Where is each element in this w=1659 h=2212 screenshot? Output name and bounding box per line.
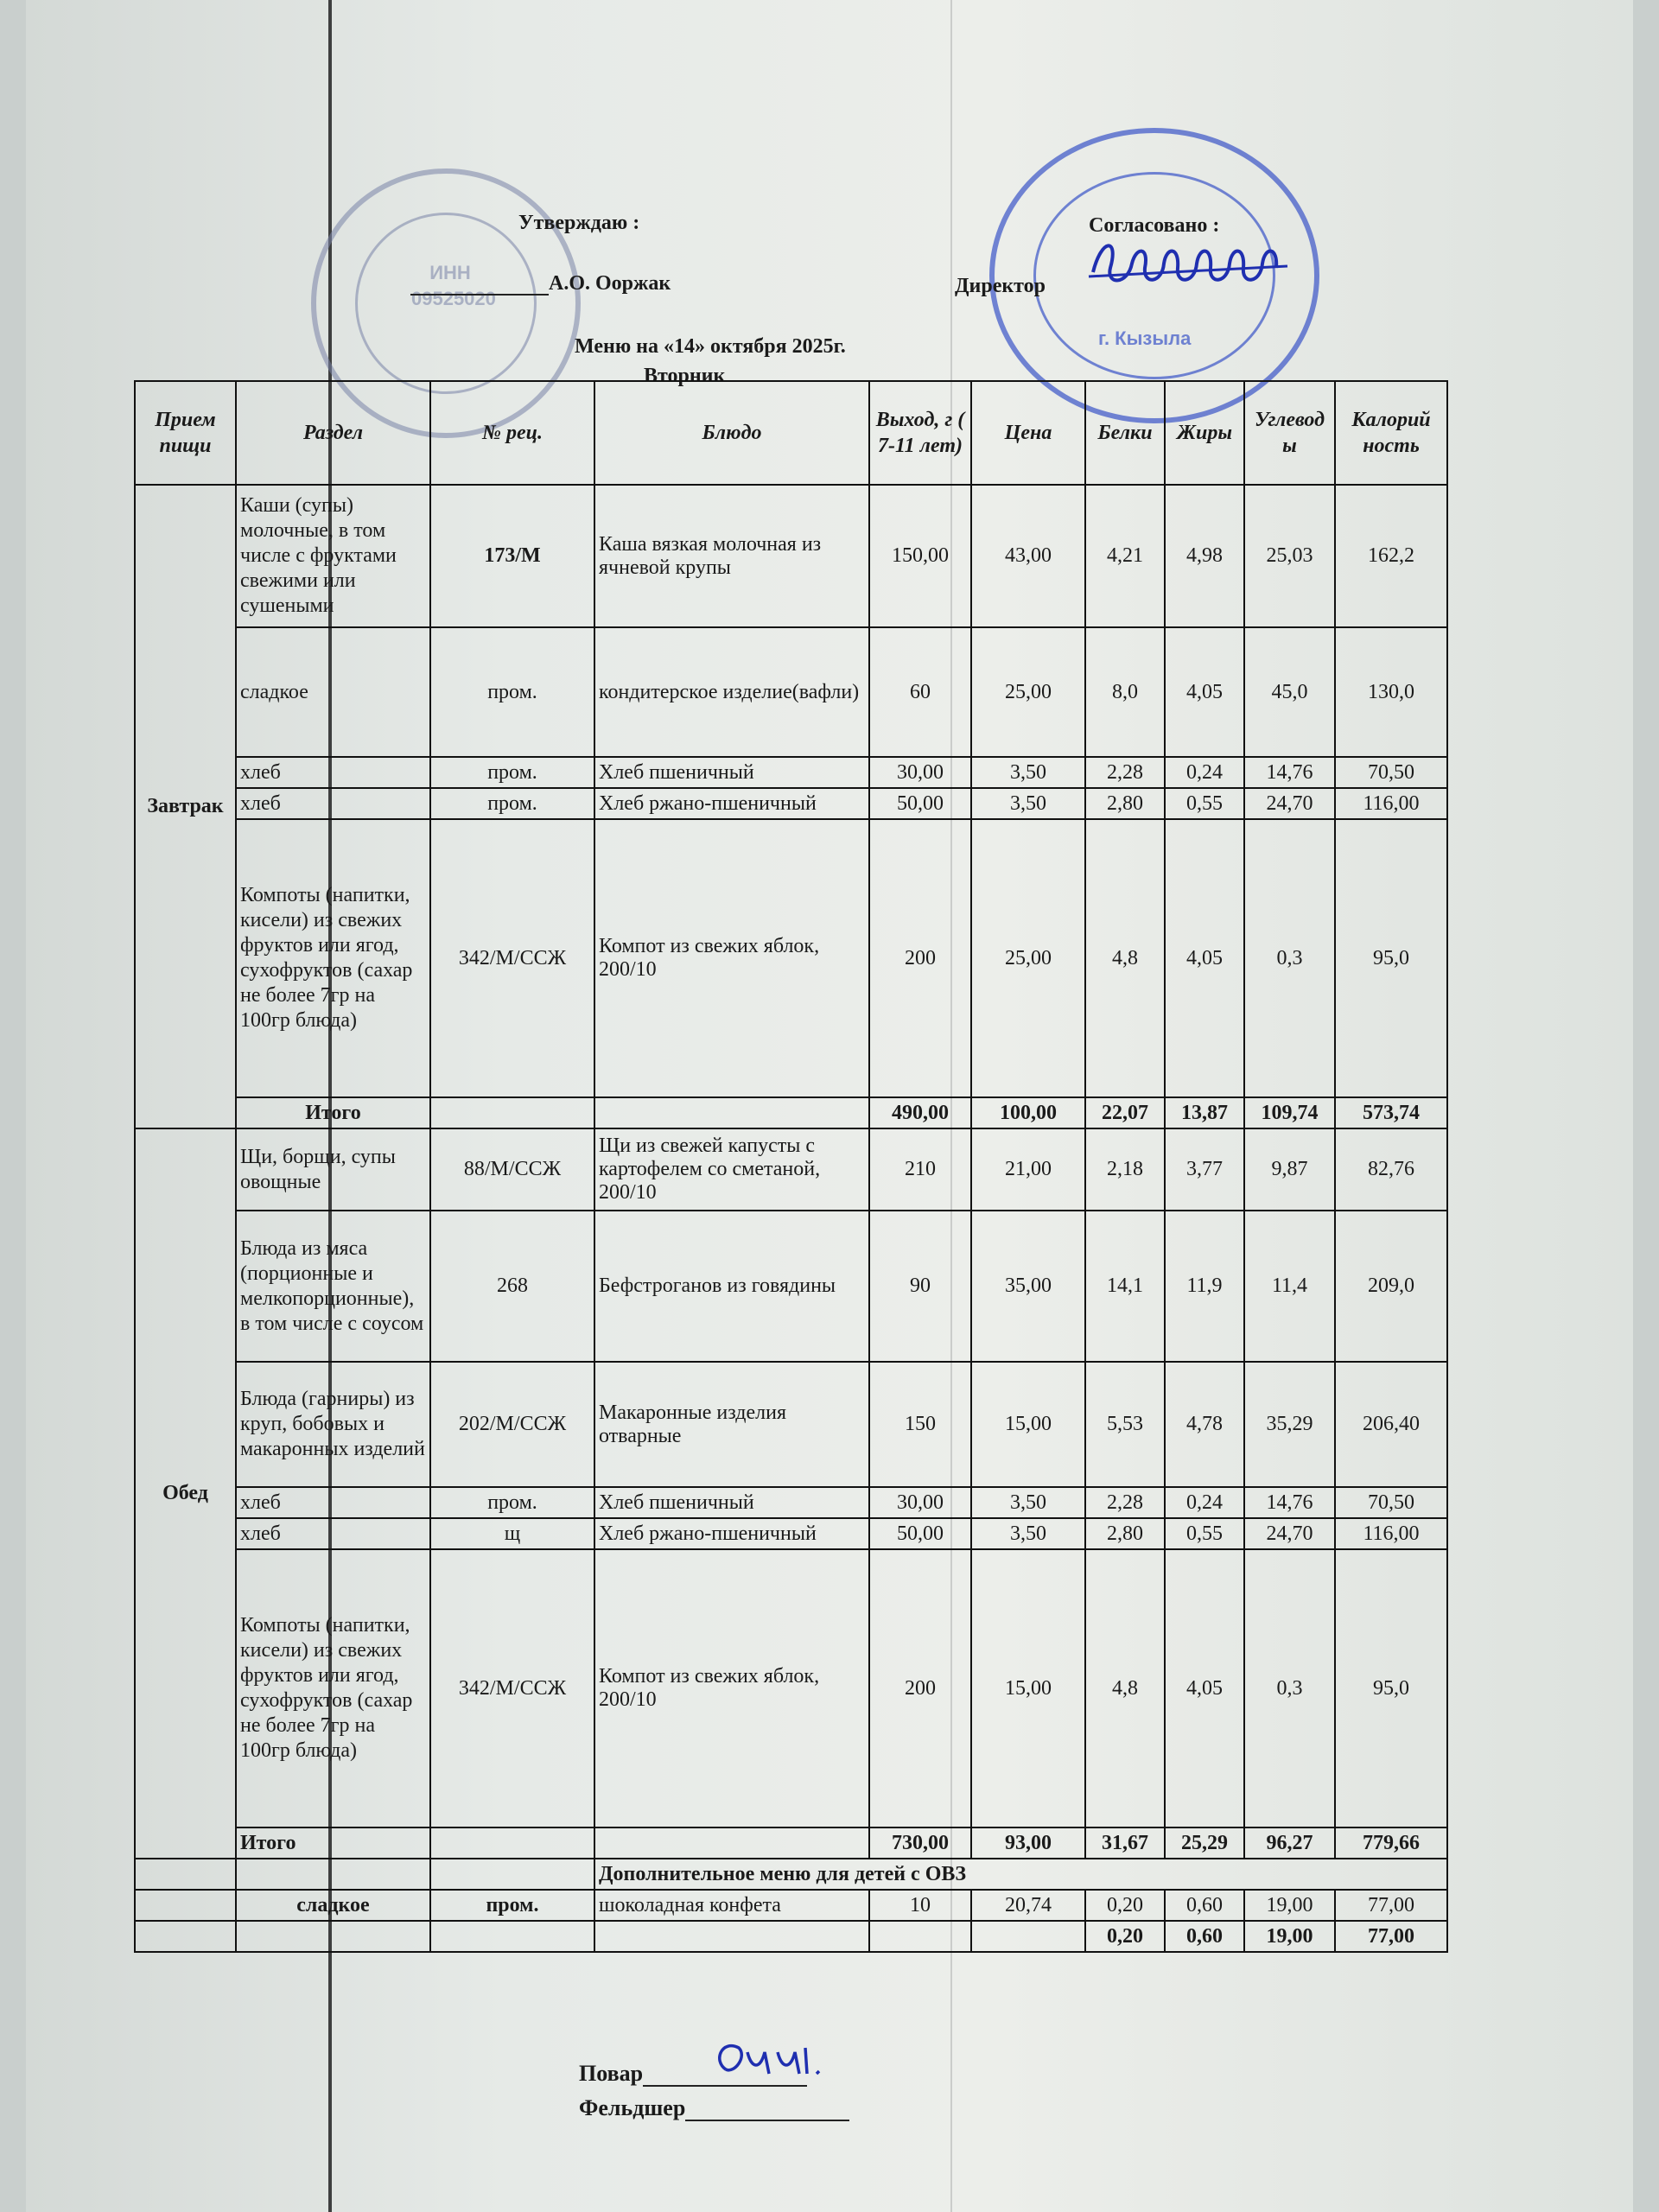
price-cell: 21,00	[971, 1128, 1085, 1211]
price-cell: 25,00	[971, 627, 1085, 757]
protein-cell: 2,80	[1085, 788, 1165, 819]
price-cell: 3,50	[971, 1487, 1085, 1518]
dish-cell: Хлеб пшеничный	[594, 1487, 869, 1518]
header-carbs: Углевод ы	[1244, 381, 1335, 485]
total-fat: 25,29	[1165, 1827, 1244, 1859]
section-cell: хлеб	[236, 788, 430, 819]
section-cell: Блюда из мяса (порционные и мелкопорционные), в том числе с соусом	[236, 1211, 430, 1362]
total-label: Итого	[236, 1097, 430, 1128]
table-header-row	[135, 381, 1447, 485]
total-carbs: 109,74	[1244, 1097, 1335, 1128]
carbs-cell: 24,70	[1244, 788, 1335, 819]
total-price: 100,00	[971, 1097, 1085, 1128]
recipe-cell: 173/М	[430, 485, 594, 627]
medic-signature-line	[579, 2095, 849, 2121]
header-price: Цена	[971, 381, 1085, 485]
carbs-cell: 14,76	[1244, 1487, 1335, 1518]
protein-cell: 4,8	[1085, 819, 1165, 1097]
yield-cell: 90	[869, 1211, 971, 1362]
total-fat: 0,60	[1165, 1921, 1244, 1952]
left-stamp-text: ИНН 09525020	[411, 262, 496, 309]
dish-cell: шоколадная конфета	[594, 1890, 869, 1921]
carbs-cell: 35,29	[1244, 1362, 1335, 1487]
fat-cell: 4,98	[1165, 485, 1244, 627]
total-protein: 0,20	[1085, 1921, 1165, 1952]
total-row	[135, 1827, 1447, 1859]
table-row	[135, 757, 1447, 788]
protein-cell: 14,1	[1085, 1211, 1165, 1362]
protein-cell: 4,21	[1085, 485, 1165, 627]
protein-cell: 8,0	[1085, 627, 1165, 757]
protein-cell: 2,28	[1085, 757, 1165, 788]
yield-cell: 210	[869, 1128, 971, 1211]
header-dish: Блюдо	[594, 381, 869, 485]
price-cell: 3,50	[971, 757, 1085, 788]
recipe-cell: щ	[430, 1518, 594, 1549]
total-protein: 31,67	[1085, 1827, 1165, 1859]
section-cell: Компоты (напитки, кисели) из свежих фруктов или ягод, сухофруктов (сахар не более 7гр на 100гр блюда)	[236, 1549, 430, 1827]
recipe-cell: пром.	[430, 627, 594, 757]
director-label: Директор	[955, 275, 1046, 297]
calories-cell: 70,50	[1335, 757, 1447, 788]
total-yield: 490,00	[869, 1097, 971, 1128]
dish-cell: кондитерское изделие(вафли)	[594, 627, 869, 757]
meal-breakfast: Завтрак	[135, 485, 236, 1128]
protein-cell: 2,28	[1085, 1487, 1165, 1518]
yield-cell: 50,00	[869, 1518, 971, 1549]
yield-cell: 30,00	[869, 757, 971, 788]
protein-cell: 5,53	[1085, 1362, 1165, 1487]
recipe-cell: 88/М/ССЖ	[430, 1128, 594, 1211]
yield-cell: 30,00	[869, 1487, 971, 1518]
agreed-label: Согласовано :	[1089, 214, 1220, 237]
fat-cell: 4,05	[1165, 627, 1244, 757]
yield-cell: 150	[869, 1362, 971, 1487]
document-page	[26, 0, 1633, 2212]
total-carbs: 96,27	[1244, 1827, 1335, 1859]
recipe-cell: 342/М/ССЖ	[430, 819, 594, 1097]
cook-label: Повар	[579, 2061, 644, 2086]
director-signature	[1084, 233, 1292, 302]
dish-cell: Компот из свежих яблок, 200/10	[594, 1549, 869, 1827]
table-row	[135, 1518, 1447, 1549]
section-cell: сладкое	[236, 1890, 430, 1921]
table-row	[135, 1362, 1447, 1487]
protein-cell: 2,80	[1085, 1518, 1165, 1549]
header-calories: Калорий ность	[1335, 381, 1447, 485]
fat-cell: 0,24	[1165, 757, 1244, 788]
price-cell: 15,00	[971, 1549, 1085, 1827]
section-cell: хлеб	[236, 757, 430, 788]
carbs-cell: 45,0	[1244, 627, 1335, 757]
fat-cell: 4,78	[1165, 1362, 1244, 1487]
section-cell: Блюда (гарниры) из круп, бобовых и макаронных изделий	[236, 1362, 430, 1487]
carbs-cell: 19,00	[1244, 1890, 1335, 1921]
menu-title: Меню на «14» октября 2025г.	[575, 335, 846, 358]
section-cell: сладкое	[236, 627, 430, 757]
total-label: Итого	[236, 1827, 430, 1859]
recipe-cell: пром.	[430, 757, 594, 788]
section-cell: Каши (супы) молочные, в том числе с фруктами свежими или сушеными	[236, 485, 430, 627]
dish-cell: Бефстроганов из говядины	[594, 1211, 869, 1362]
fat-cell: 4,05	[1165, 819, 1244, 1097]
price-cell: 35,00	[971, 1211, 1085, 1362]
recipe-cell: 342/М/ССЖ	[430, 1549, 594, 1827]
approve-signature-line	[410, 272, 671, 296]
total-protein: 22,07	[1085, 1097, 1165, 1128]
fat-cell: 0,55	[1165, 1518, 1244, 1549]
protein-cell: 2,18	[1085, 1128, 1165, 1211]
carbs-cell: 0,3	[1244, 819, 1335, 1097]
price-cell: 15,00	[971, 1362, 1085, 1487]
section-cell: Компоты (напитки, кисели) из свежих фруктов или ягод, сухофруктов (сахар не более 7гр на 100гр блюда)	[236, 819, 430, 1097]
calories-cell: 130,0	[1335, 627, 1447, 757]
table-row	[135, 788, 1447, 819]
yield-cell: 200	[869, 1549, 971, 1827]
medic-label: Фельдшер	[579, 2095, 686, 2120]
carbs-cell: 9,87	[1244, 1128, 1335, 1211]
meal-lunch: Обед	[135, 1128, 236, 1859]
carbs-cell: 11,4	[1244, 1211, 1335, 1362]
table-row	[135, 1128, 1447, 1211]
extra-menu-title-row	[135, 1859, 1447, 1890]
recipe-cell: 268	[430, 1211, 594, 1362]
fat-cell: 0,60	[1165, 1890, 1244, 1921]
header-recipe: № рец.	[430, 381, 594, 485]
total-row	[135, 1921, 1447, 1952]
total-calories: 573,74	[1335, 1097, 1447, 1128]
dish-cell: Хлеб ржано-пшеничный	[594, 1518, 869, 1549]
carbs-cell: 25,03	[1244, 485, 1335, 627]
total-row	[135, 1097, 1447, 1128]
calories-cell: 116,00	[1335, 788, 1447, 819]
approve-label: Утверждаю :	[518, 212, 640, 234]
recipe-cell: 202/М/ССЖ	[430, 1362, 594, 1487]
table-row	[135, 1211, 1447, 1362]
carbs-cell: 0,3	[1244, 1549, 1335, 1827]
carbs-cell: 14,76	[1244, 757, 1335, 788]
yield-cell: 50,00	[869, 788, 971, 819]
price-cell: 43,00	[971, 485, 1085, 627]
section-cell: хлеб	[236, 1518, 430, 1549]
price-cell: 25,00	[971, 819, 1085, 1097]
dish-cell: Макаронные изделия отварные	[594, 1362, 869, 1487]
dish-cell: Щи из свежей капусты с картофелем со сметаной, 200/10	[594, 1128, 869, 1211]
calories-cell: 82,76	[1335, 1128, 1447, 1211]
calories-cell: 116,00	[1335, 1518, 1447, 1549]
cook-signature	[709, 2035, 838, 2087]
dish-cell: Каша вязкая молочная из ячневой крупы	[594, 485, 869, 627]
table-row	[135, 1549, 1447, 1827]
fat-cell: 0,24	[1165, 1487, 1244, 1518]
total-fat: 13,87	[1165, 1097, 1244, 1128]
total-calories: 77,00	[1335, 1921, 1447, 1952]
table-row	[135, 627, 1447, 757]
recipe-cell: пром.	[430, 788, 594, 819]
header-fat: Жиры	[1165, 381, 1244, 485]
calories-cell: 206,40	[1335, 1362, 1447, 1487]
recipe-cell: пром.	[430, 1487, 594, 1518]
header-protein: Белки	[1085, 381, 1165, 485]
yield-cell: 200	[869, 819, 971, 1097]
calories-cell: 209,0	[1335, 1211, 1447, 1362]
yield-cell: 150,00	[869, 485, 971, 627]
fat-cell: 11,9	[1165, 1211, 1244, 1362]
header-yield: Выход, г ( 7-11 лет)	[869, 381, 971, 485]
dish-cell: Хлеб пшеничный	[594, 757, 869, 788]
calories-cell: 95,0	[1335, 819, 1447, 1097]
fat-cell: 0,55	[1165, 788, 1244, 819]
dish-cell: Хлеб ржано-пшеничный	[594, 788, 869, 819]
recipe-cell: пром.	[430, 1890, 594, 1921]
total-price: 93,00	[971, 1827, 1085, 1859]
total-calories: 779,66	[1335, 1827, 1447, 1859]
extra-menu-title: Дополнительное меню для детей с ОВЗ	[594, 1859, 1447, 1890]
fat-cell: 4,05	[1165, 1549, 1244, 1827]
fat-cell: 3,77	[1165, 1128, 1244, 1211]
yield-cell: 60	[869, 627, 971, 757]
yield-cell: 10	[869, 1890, 971, 1921]
calories-cell: 70,50	[1335, 1487, 1447, 1518]
section-cell: хлеб	[236, 1487, 430, 1518]
menu-table	[134, 380, 1448, 1953]
table-row	[135, 1487, 1447, 1518]
price-cell: 3,50	[971, 1518, 1085, 1549]
price-cell: 3,50	[971, 788, 1085, 819]
carbs-cell: 24,70	[1244, 1518, 1335, 1549]
calories-cell: 162,2	[1335, 485, 1447, 627]
total-carbs: 19,00	[1244, 1921, 1335, 1952]
protein-cell: 0,20	[1085, 1890, 1165, 1921]
table-row	[135, 485, 1447, 627]
section-cell: Щи, борщи, супы овощные	[236, 1128, 430, 1211]
right-stamp-text: г. Кызыла	[1098, 327, 1192, 349]
header-section: Раздел	[236, 381, 430, 485]
calories-cell: 95,0	[1335, 1549, 1447, 1827]
header-meal: Прием пищи	[135, 381, 236, 485]
weekday: Вторник	[644, 365, 726, 387]
table-row	[135, 1890, 1447, 1921]
total-yield: 730,00	[869, 1827, 971, 1859]
protein-cell: 4,8	[1085, 1549, 1165, 1827]
calories-cell: 77,00	[1335, 1890, 1447, 1921]
table-row	[135, 819, 1447, 1097]
approve-name: А.О. Ооржак	[549, 272, 671, 295]
price-cell: 20,74	[971, 1890, 1085, 1921]
dish-cell: Компот из свежих яблок, 200/10	[594, 819, 869, 1097]
